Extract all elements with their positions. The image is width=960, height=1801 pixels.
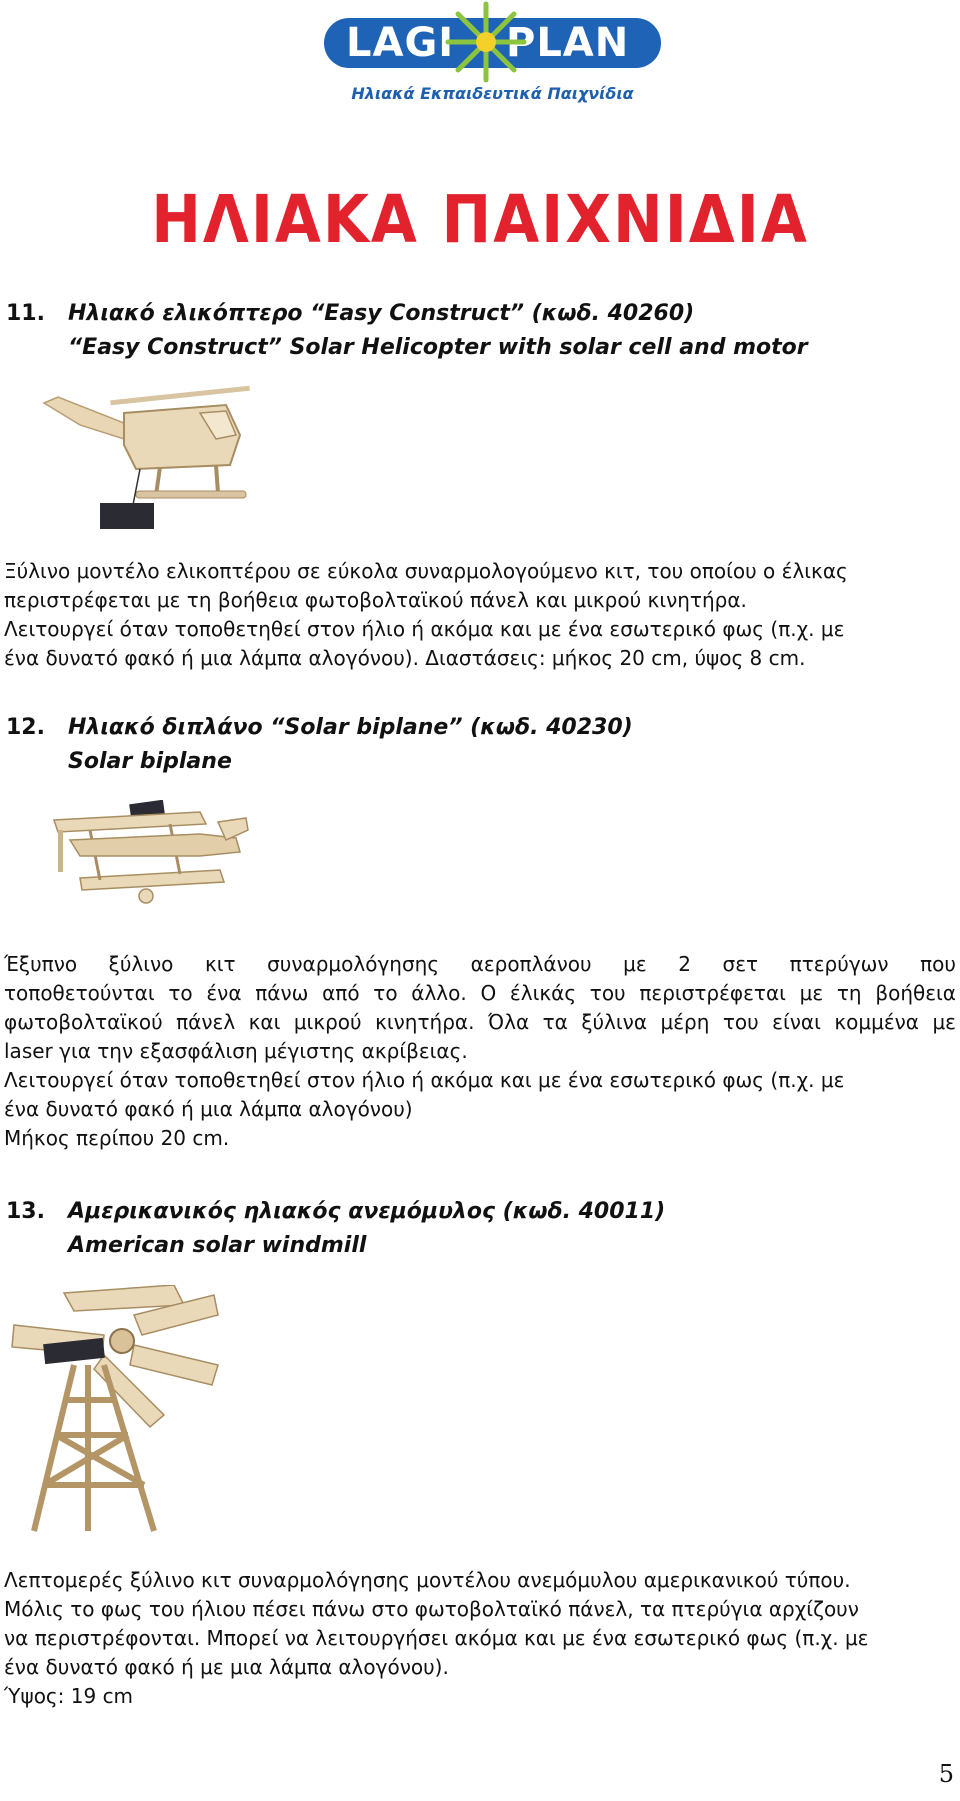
description-line: Λεπτομερές ξύλινο κιτ συναρμολόγησης μοντέλου ανεμόμυλου αμερικανικού τύπου. [4, 1568, 851, 1592]
logo-tagline: Ηλιακά Εκπαιδευτικά Παιχνίδια [351, 84, 634, 103]
section-11-header [6, 297, 808, 365]
lagiplan-logo [320, 0, 665, 112]
description-line: Ύψος: 19 cm [4, 1684, 134, 1708]
description-line: φωτοβολταϊκού πάνελ και μικρού κινητήρα. Όλα τα ξύλινα μέρη του είναι κομμένα με [4, 1010, 956, 1034]
description-line: Ξύλινο μοντέλο ελικοπτέρου σε εύκολα συναρμολογούμενο κιτ, του οποίου ο έλικας [4, 559, 848, 583]
section-title-english: American solar windmill [68, 1233, 367, 1258]
page-number: 5 [938, 1760, 954, 1788]
sun-icon [444, 0, 528, 84]
description-line: Λειτουργεί όταν τοποθετηθεί στον ήλιο ή ακόμα και με ένα εσωτερικό φως (π.χ. με [4, 1068, 845, 1092]
section-number: 13. [6, 1199, 45, 1224]
description-line: τοποθετούνται το ένα πάνω από το άλλο. Ο έλικάς του περιστρέφεται με τη βοήθεια [4, 981, 956, 1005]
description-line: Μήκος περίπου 20 cm. [4, 1126, 230, 1150]
description-line: ένα δυνατό φακό ή μια λάμπα αλογόνου) [4, 1097, 413, 1121]
description-line: περιστρέφεται με τη βοήθεια φωτοβολταϊκού πάνελ και μικρού κινητήρα. [4, 588, 747, 612]
section-13-header [6, 1195, 666, 1263]
logo-word-plan: PLAN [506, 20, 630, 66]
section-number: 11. [6, 301, 45, 326]
description-line: laser για την εξασφάλιση μέγιστης ακρίβειας. [4, 1039, 468, 1063]
section-title-greek: Ηλιακό ελικόπτερο “Easy Construct” (κωδ. 40260) [68, 301, 695, 326]
section-title-english: “Easy Construct” Solar Helicopter with solar cell and motor [68, 335, 808, 360]
description-line: να περιστρέφονται. Μπορεί να λειτουργήσει ακόμα και με ένα εσωτερικό φως (π.χ. με [4, 1626, 869, 1650]
section-title-english: Solar biplane [68, 749, 232, 774]
description-line: Έξυπνο ξύλινο κιτ συναρμολόγησης αεροπλάνου με 2 σετ πτερύγων που [4, 952, 956, 976]
description-line: Λειτουργεί όταν τοποθετηθεί στον ήλιο ή ακόμα και με ένα εσωτερικό φως (π.χ. με [4, 617, 845, 641]
wooden-biplane-image [50, 800, 250, 905]
section-title-greek: Ηλιακό διπλάνο “Solar biplane” (κωδ. 40230) [68, 715, 633, 740]
logo-word-lagi: LAGI [346, 20, 455, 66]
description-line: Μόλις το φως του ήλιου πέσει πάνω στο φωτοβολταϊκό πάνελ, τα πτερύγια αρχίζουν [4, 1597, 859, 1621]
section-title-greek: Αμερικανικός ηλιακός ανεμόμυλος (κωδ. 40011) [68, 1199, 666, 1224]
section-12-header [6, 711, 633, 779]
wooden-helicopter-image [40, 385, 250, 530]
description-line: ένα δυνατό φακό ή μια λάμπα αλογόνου). Διαστάσεις: μήκος 20 cm, ύψος 8 cm. [4, 646, 806, 670]
page-banner-title: ΗΛΙΑΚΑ ΠΑΙΧΝΙΔΙΑ [151, 181, 809, 258]
section-13-description [4, 1566, 868, 1711]
section-11-description [4, 557, 848, 673]
section-number: 12. [6, 715, 45, 740]
description-line: ένα δυνατό φακό ή με μια λάμπα αλογόνου). [4, 1655, 449, 1679]
wooden-windmill-image [4, 1285, 224, 1535]
section-12-description [4, 950, 956, 1153]
